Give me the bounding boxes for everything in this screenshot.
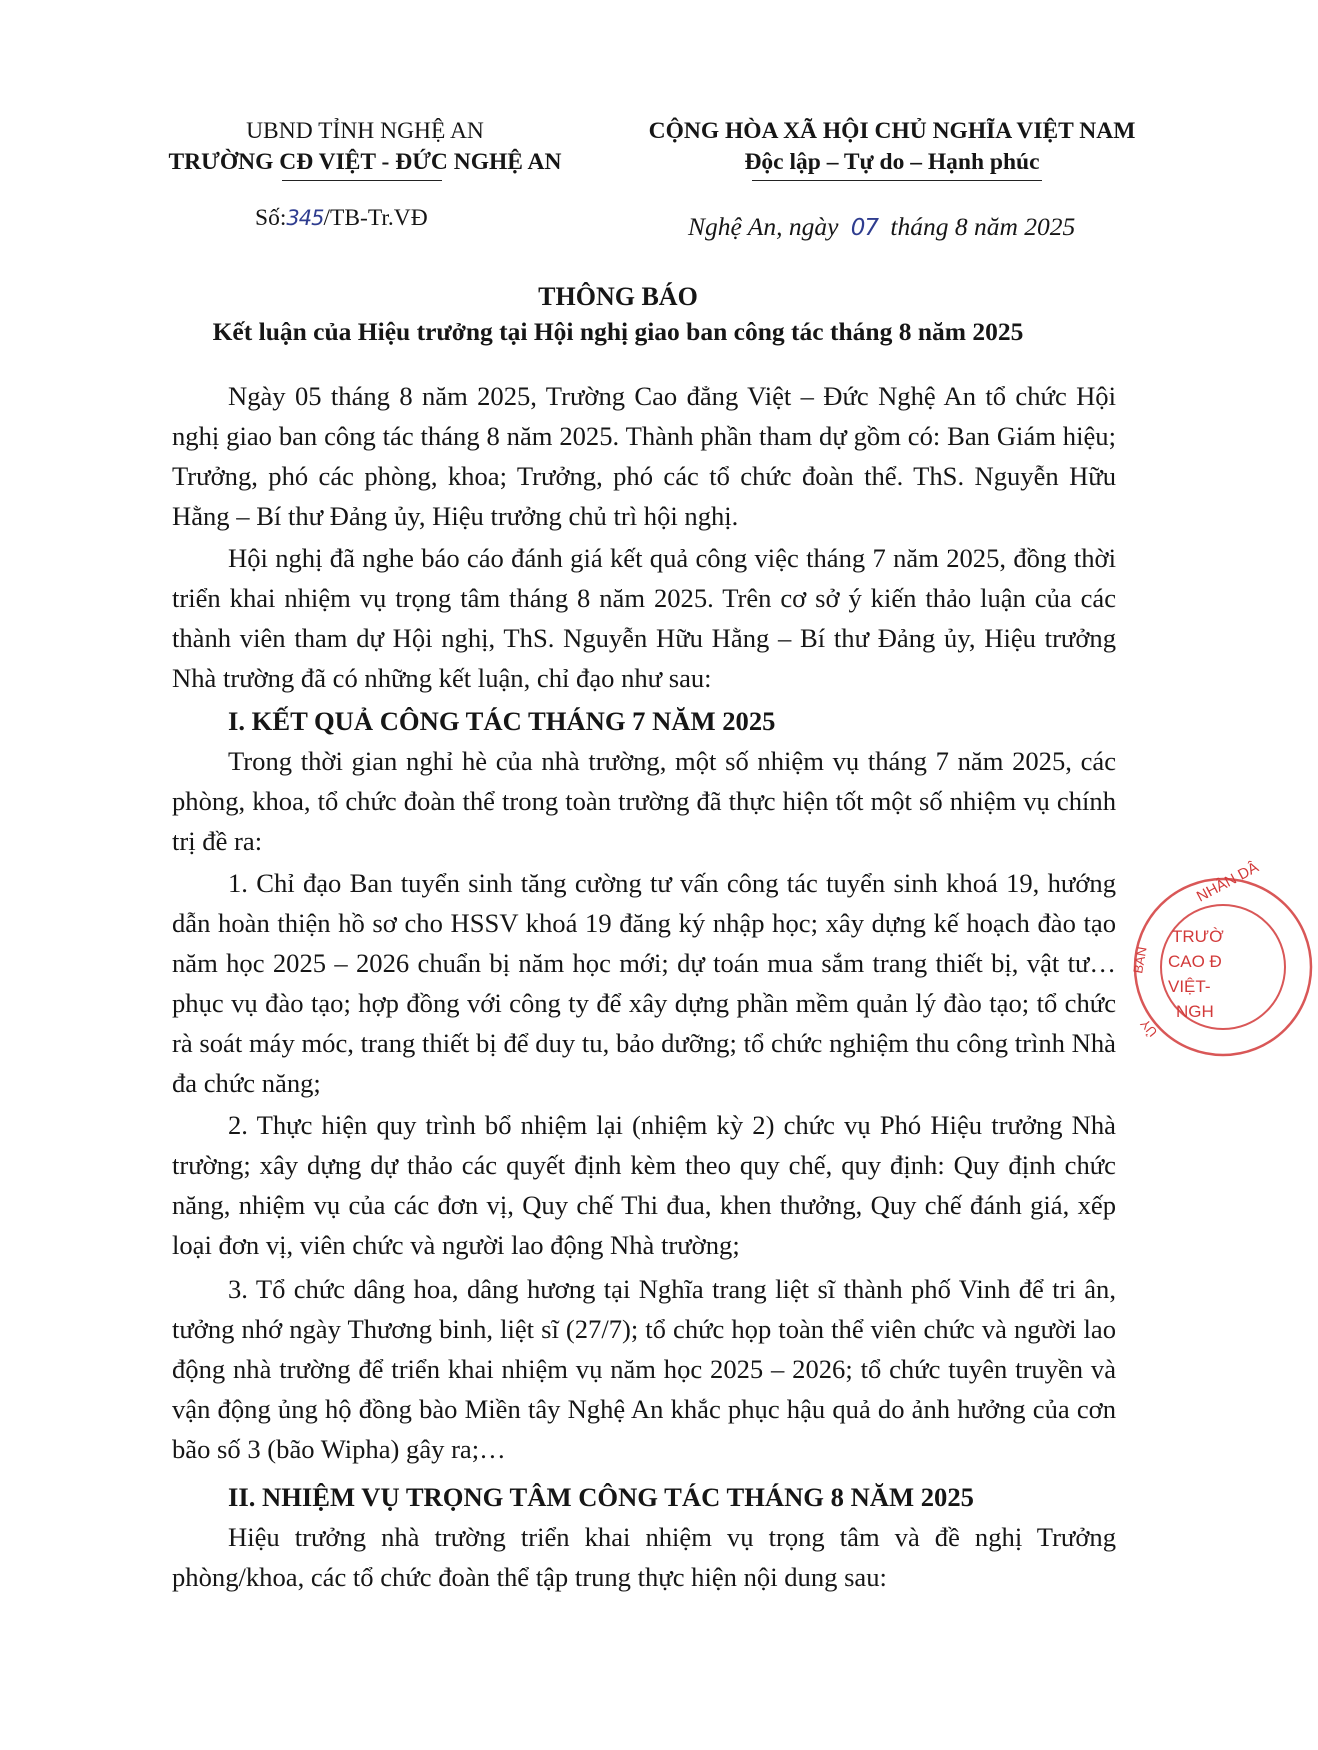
seal-ring-text-left: BAN (1130, 945, 1150, 975)
date-handwritten: 07 (850, 215, 879, 241)
org-underline (282, 180, 442, 181)
seal-line-1: TRƯỜ (1172, 927, 1224, 946)
date-prefix: Nghệ An, ngày (688, 212, 839, 241)
national-motto (612, 116, 1172, 178)
number-handwritten: 345 (286, 206, 324, 230)
nation-line-2: Độc lập – Tự do – Hạnh phúc (744, 149, 1040, 175)
motto-underline (752, 180, 1042, 181)
org-line-2: TRƯỜNG CĐ VIỆT - ĐỨC NGHỆ AN (168, 149, 562, 175)
list-item-2: 2. Thực hiện quy trình bổ nhiệm lại (nhiệm kỳ 2) chức vụ Phó Hiệu trưởng Nhà trường; xây dựng dự thảo các quyết định kèm theo quy chế, quy định: Quy định chức năng, nhiệm vụ của các đơn vị, Quy chế Thi đua, khen thưởng, Quy chế đánh giá, xếp loại đơn vị, viên chức và người lao động Nhà trường; (172, 1110, 1116, 1260)
date-suffix: tháng 8 năm 2025 (890, 212, 1076, 241)
seal-line-4: NGH (1176, 1002, 1214, 1021)
issuing-organization (140, 116, 590, 178)
paragraph-section-2-intro: Hiệu trưởng nhà trường triển khai nhiệm vụ trọng tâm và đề nghị Trưởng phòng/khoa, các tổ chức đoàn thể tập trung thực hiện nội dung sau: (172, 1522, 1116, 1592)
document-date (688, 212, 1075, 242)
paragraph-section-1-intro: Trong thời gian nghỉ hè của nhà trường, một số nhiệm vụ tháng 7 năm 2025, các phòng, khoa, tổ chức đoàn thể trong toàn trường đã thực hiện tốt một số nhiệm vụ chính trị đề ra: (172, 746, 1116, 856)
seal-ring-text-bottom: ỦY (1137, 1016, 1161, 1040)
document-body (172, 376, 1116, 1597)
seal-line-3: VIỆT- (1168, 977, 1211, 996)
number-suffix: /TB-Tr.VĐ (323, 205, 428, 231)
nation-line-1: CỘNG HÒA XÃ HỘI CHỦ NGHĨA VIỆT NAM (648, 118, 1136, 144)
section-1-heading: I. KẾT QUẢ CÔNG TÁC THÁNG 7 NĂM 2025 (228, 706, 776, 736)
seal-ring-text-top: NHÂN DÂ (1193, 858, 1262, 906)
section-2-heading: II. NHIỆM VỤ TRỌNG TÂM CÔNG TÁC THÁNG 8 NĂM 2025 (228, 1482, 974, 1512)
list-item-1: 1. Chỉ đạo Ban tuyển sinh tăng cường tư vấn công tác tuyển sinh khoá 19, hướng dẫn hoàn thiện hồ sơ cho HSSV khoá 19 đăng ký nhập học; xây dựng kế hoạch đào tạo năm học 2025 – 2026 chuẩn bị năm học mới; dự toán mua sắm trang thiết bị, vật tư… phục vụ đào tạo; hợp đồng với công ty để xây dựng phần mềm quản lý đào tạo; tổ chức rà soát máy móc, trang thiết bị để duy tu, bảo dưỡng; tổ chức nghiệm thu công trình Nhà đa chức năng; (172, 868, 1116, 1098)
list-item-3: 3. Tổ chức dâng hoa, dâng hương tại Nghĩa trang liệt sĩ thành phố Vinh để tri ân, tưởng nhớ ngày Thương binh, liệt sĩ (27/7); tổ chức họp toàn thể viên chức và người lao động nhà trường để triển khai nhiệm vụ năm học 2025 – 2026; tổ chức tuyên truyền và vận động ủng hộ đồng bào Miền tây Nghệ An khắc phục hậu quả do ảnh hưởng của cơn bão số 3 (bão Wipha) gây ra;… (172, 1274, 1116, 1464)
seal-line-2: CAO Đ (1168, 952, 1222, 971)
paragraph-summary: Hội nghị đã nghe báo cáo đánh giá kết quả công việc tháng 7 năm 2025, đồng thời triển khai nhiệm vụ trọng tâm tháng 8 năm 2025. Trên cơ sở ý kiến thảo luận của các thành viên tham dự Hội nghị, ThS. Nguyễn Hữu Hằng – Bí thư Đảng ủy, Hiệu trưởng Nhà trường đã có những kết luận, chỉ đạo như sau: (172, 543, 1116, 693)
org-line-1: UBND TỈNH NGHỆ AN (246, 118, 484, 144)
document-number (255, 205, 428, 232)
official-seal-stamp (1128, 858, 1318, 1062)
number-prefix: Số: (255, 205, 287, 231)
paragraph-intro: Ngày 05 tháng 8 năm 2025, Trường Cao đẳng Việt – Đức Nghệ An tổ chức Hội nghị giao ban công tác tháng 8 năm 2025. Thành phần tham dự gồm có: Ban Giám hiệu; Trưởng, phó các phòng, khoa; Trưởng, phó các tổ chức đoàn thể. ThS. Nguyễn Hữu Hằng – Bí thư Đảng ủy, Hiệu trưởng chủ trì hội nghị. (172, 381, 1116, 531)
document-title: THÔNG BÁO (538, 282, 698, 311)
document-subtitle: Kết luận của Hiệu trưởng tại Hội nghị giao ban công tác tháng 8 năm 2025 (212, 317, 1024, 346)
